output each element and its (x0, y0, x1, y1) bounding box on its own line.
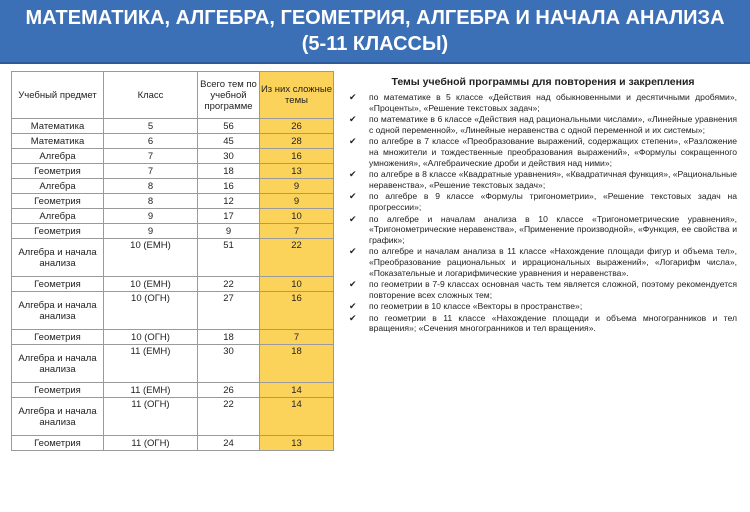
table-row (12, 164, 334, 179)
cell-grade: 10 (ЕМН) (104, 277, 198, 292)
cell-grade: 11 (ОГН) (104, 436, 198, 451)
checkmark-icon: ✔ (349, 92, 357, 102)
list-item (349, 246, 737, 278)
list-item (349, 214, 737, 246)
topic-text: по геометрии в 7-9 классах основная часть тем является сложной, поэтому рекомендуется повторение всех сложных тем; (369, 279, 737, 300)
cell-grade: 10 (ОГН) (104, 330, 198, 345)
cell-hard: 28 (260, 134, 334, 149)
cell-hard: 9 (260, 194, 334, 209)
topic-text: по математике в 6 классе «Действия над рациональными числами», «Линейные уравнения с одной переменной», «Линейные неравенства с одной переменной и их системы»; (369, 114, 737, 135)
cell-grade: 8 (104, 194, 198, 209)
cell-total: 22 (198, 398, 260, 436)
table-row (12, 239, 334, 277)
table-row (12, 224, 334, 239)
cell-subject: Геометрия (12, 383, 104, 398)
cell-grade: 7 (104, 164, 198, 179)
topic-text: по геометрии в 11 классе «Нахождение площади и объема многогранников и тел вращения»; «Сечения многогранников и тел вращения». (369, 312, 737, 334)
checkmark-icon: ✔ (349, 213, 357, 224)
topic-text: по алгебре в 9 классе «Формулы тригонометрии», «Решение текстовых задач на прогрессии»; (369, 191, 737, 212)
topic-text: по алгебре в 7 классе «Преобразование выражений, содержащих степени», «Разложение на множители и тождественные преобразования выражений», «Формулы сокращенного умножения», «Алгебраические дроби и действия над ними»; (369, 136, 737, 168)
cell-subject: Геометрия (12, 224, 104, 239)
table-row (12, 277, 334, 292)
topic-text: по алгебре и началам анализа в 10 классе «Тригонометрические уравнения», «Тригонометрические неравенства», «Применение производной», «Функция, ее свойства и график»; (369, 213, 737, 245)
table-header-row (12, 72, 334, 119)
checkmark-icon: ✔ (349, 301, 357, 312)
cell-grade: 11 (ОГН) (104, 398, 198, 436)
table-row (12, 179, 334, 194)
header-grade: Класс (104, 72, 198, 119)
table-row (12, 292, 334, 330)
cell-subject: Алгебра и начала анализа (12, 345, 104, 383)
cell-subject: Геометрия (12, 194, 104, 209)
cell-grade: 11 (ЕМН) (104, 345, 198, 383)
table-row (12, 149, 334, 164)
table-row (12, 119, 334, 134)
cell-total: 17 (198, 209, 260, 224)
list-item (349, 114, 737, 135)
cell-grade: 5 (104, 119, 198, 134)
checkmark-icon: ✔ (349, 136, 357, 147)
list-item (349, 313, 737, 334)
table-row (12, 134, 334, 149)
cell-subject: Математика (12, 119, 104, 134)
cell-grade: 10 (ЕМН) (104, 239, 198, 277)
table-row (12, 383, 334, 398)
cell-total: 26 (198, 383, 260, 398)
cell-subject: Алгебра (12, 209, 104, 224)
cell-subject: Математика (12, 134, 104, 149)
cell-hard: 9 (260, 179, 334, 194)
checkmark-icon: ✔ (349, 191, 357, 202)
cell-subject: Геометрия (12, 277, 104, 292)
cell-hard: 10 (260, 209, 334, 224)
cell-grade: 9 (104, 209, 198, 224)
topics-count-table (11, 71, 333, 451)
list-item (349, 301, 737, 312)
cell-total: 27 (198, 292, 260, 330)
table-row (12, 194, 334, 209)
cell-subject: Алгебра (12, 149, 104, 164)
cell-grade: 9 (104, 224, 198, 239)
cell-total: 51 (198, 239, 260, 277)
cell-subject: Алгебра и начала анализа (12, 398, 104, 436)
checkmark-icon: ✔ (349, 169, 357, 180)
cell-subject: Алгебра (12, 179, 104, 194)
cell-hard: 16 (260, 149, 334, 164)
cell-total: 30 (198, 149, 260, 164)
cell-subject: Геометрия (12, 436, 104, 451)
cell-total: 24 (198, 436, 260, 451)
table-row (12, 330, 334, 345)
checkmark-icon: ✔ (349, 114, 357, 125)
cell-total: 56 (198, 119, 260, 134)
cell-subject: Алгебра и начала анализа (12, 292, 104, 330)
cell-grade: 11 (ЕМН) (104, 383, 198, 398)
cell-total: 45 (198, 134, 260, 149)
cell-hard: 13 (260, 436, 334, 451)
cell-grade: 10 (ОГН) (104, 292, 198, 330)
cell-hard: 7 (260, 224, 334, 239)
topic-text: по алгебре в 8 классе «Квадратные уравнения», «Квадратичная функция», «Рациональные неравенства», «Решение текстовых задач»; (369, 169, 737, 190)
cell-hard: 16 (260, 292, 334, 330)
cell-hard: 13 (260, 164, 334, 179)
header-total: Всего тем по учебной программе (198, 72, 260, 119)
checkmark-icon: ✔ (349, 246, 357, 257)
cell-total: 9 (198, 224, 260, 239)
cell-hard: 7 (260, 330, 334, 345)
table-row (12, 209, 334, 224)
cell-hard: 14 (260, 383, 334, 398)
table-row (12, 398, 334, 436)
cell-subject: Геометрия (12, 330, 104, 345)
header-subject: Учебный предмет (12, 72, 104, 119)
cell-hard: 22 (260, 239, 334, 277)
cell-total: 16 (198, 179, 260, 194)
checkmark-icon: ✔ (349, 312, 357, 323)
cell-hard: 26 (260, 119, 334, 134)
cell-hard: 14 (260, 398, 334, 436)
table-row (12, 345, 334, 383)
topic-text: по геометрии в 10 классе «Векторы в пространстве»; (369, 301, 583, 312)
cell-grade: 7 (104, 149, 198, 164)
cell-total: 18 (198, 330, 260, 345)
cell-total: 18 (198, 164, 260, 179)
topic-text: по математике в 5 классе «Действия над обыкновенными и десятичными дробями», «Проценты», «Решение текстовых задач»; (369, 92, 737, 113)
review-topics-panel (349, 76, 737, 335)
cell-total: 12 (198, 194, 260, 209)
list-item (349, 136, 737, 168)
cell-grade: 8 (104, 179, 198, 194)
cell-hard: 18 (260, 345, 334, 383)
list-item (349, 191, 737, 212)
table-row (12, 436, 334, 451)
header-hard: Из них сложные темы (260, 72, 334, 119)
cell-grade: 6 (104, 134, 198, 149)
topic-text: по алгебре и началам анализа в 11 классе «Нахождение площади фигур и объема тел», «Преобразование рациональных и иррациональных выражений», «Логарифм числа», «Показательные и логарифмические уравнения и неравенства». (369, 246, 737, 278)
list-item (349, 279, 737, 300)
slide-title: МАТЕМАТИКА, АЛГЕБРА, ГЕОМЕТРИЯ, АЛГЕБРА И НАЧАЛА АНАЛИЗА (5-11 КЛАССЫ) (25, 7, 725, 55)
cell-subject: Геометрия (12, 164, 104, 179)
list-item (349, 169, 737, 190)
cell-hard: 10 (260, 277, 334, 292)
checkmark-icon: ✔ (349, 279, 357, 290)
list-item (349, 92, 737, 113)
cell-total: 22 (198, 277, 260, 292)
slide-header (0, 0, 750, 64)
cell-subject: Алгебра и начала анализа (12, 239, 104, 277)
cell-total: 30 (198, 345, 260, 383)
topics-title: Темы учебной программы для повторения и закрепления (391, 76, 695, 88)
